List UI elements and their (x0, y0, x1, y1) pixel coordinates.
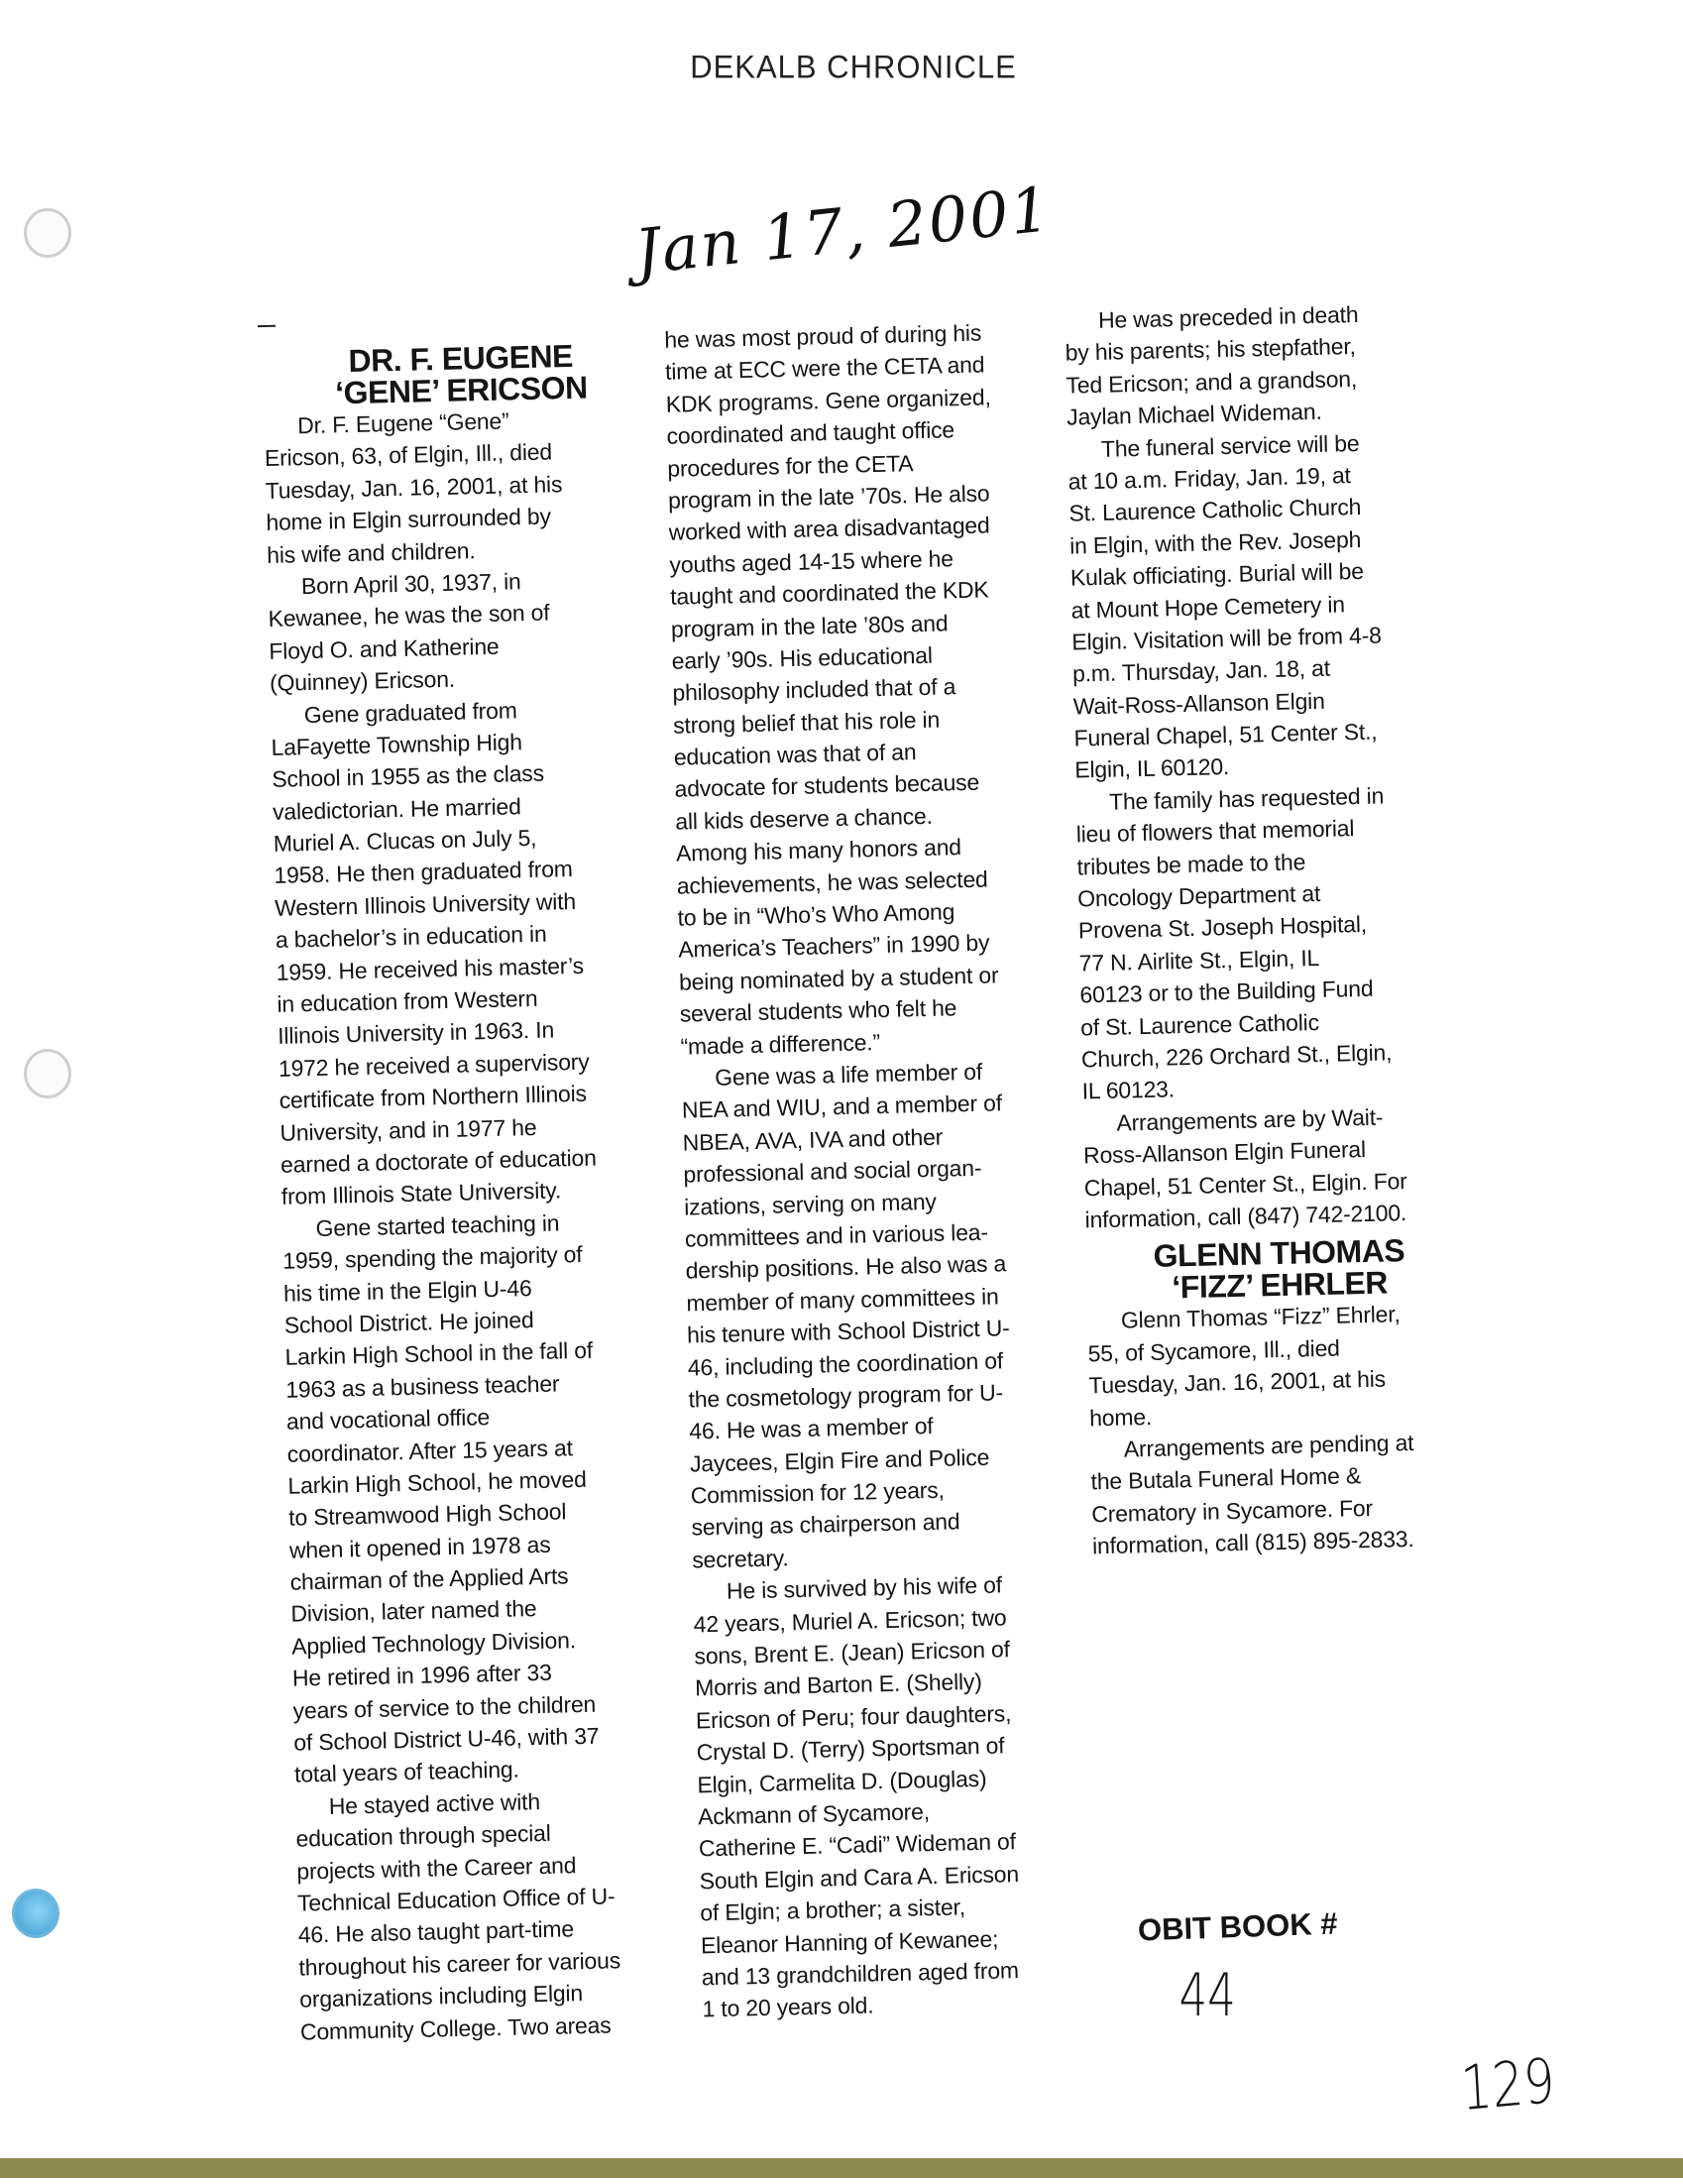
text-line: organizations including Elgin (298, 1980, 584, 2012)
text-line: in education from Western (277, 984, 538, 1017)
text-line: University, and in 1977 he (280, 1113, 537, 1146)
text-line: serving as chairperson and (691, 1508, 960, 1541)
text-line: Western Illinois University with (274, 887, 577, 921)
text-line: 55, of Sycamore, Ill., died (1087, 1334, 1341, 1367)
text-line: Ross-Allanson Elgin Funeral (1082, 1136, 1367, 1169)
text-line: in Elgin, with the Rev. Joseph (1068, 525, 1362, 559)
text-line: program in the late ’80s and (670, 609, 949, 642)
text-line: 1959, spending the majority of (282, 1241, 583, 1274)
text-line: Among his many honors and (675, 834, 962, 866)
text-line: Ericson, 63, of Elgin, Ill., died (264, 438, 553, 472)
text-line: procedures for the CETA (666, 449, 914, 482)
text-line: philosophy included that of a (672, 673, 956, 707)
text-line: He retired in 1996 after 33 (291, 1659, 552, 1691)
text-line: America’s Teachers” in 1990 by (678, 929, 990, 964)
text-line: tributes be made to the (1076, 848, 1306, 880)
text-line: his time in the Elgin U-46 (282, 1274, 532, 1307)
text-line: 1963 as a business teacher (284, 1370, 560, 1403)
text-line: certificate from Northern Illinois (279, 1080, 588, 1114)
text-line: worked with area disadvantaged (668, 512, 990, 546)
text-line: Catherine E. “Cadi” Wideman of (698, 1828, 1017, 1862)
text-line: secretary. (691, 1545, 789, 1573)
text-line: KDK programs. Gene organized, (665, 384, 991, 417)
text-line: 1958. He then graduated from (274, 856, 574, 889)
text-line: Crematory in Sycamore. For (1091, 1494, 1374, 1528)
text-line: program in the late ’70s. He also (667, 480, 990, 514)
text-line: Illinois University in 1963. In (277, 1016, 555, 1050)
text-line: professional and social organ- (683, 1154, 982, 1188)
text-line: Kewanee, he was the son of (268, 599, 550, 632)
text-line: throughout his career for various (298, 1946, 621, 1981)
text-line: information, call (847) 742-2100. (1084, 1199, 1407, 1233)
text-line: Division, later named the (290, 1595, 537, 1628)
headline-line: ‘FIZZ’ EHRLER (1172, 1264, 1389, 1306)
text-line: his tenure with School District U- (686, 1315, 1010, 1348)
text-line: Church, 226 Orchard St., Elgin, (1080, 1039, 1393, 1073)
text-line: “made a difference.” (680, 1028, 881, 1060)
text-line: Elgin, Carmelita D. (Douglas) (697, 1765, 987, 1798)
text-line: Ericson of Peru; four daughters, (695, 1700, 1012, 1734)
text-line: from Illinois State University. (280, 1177, 562, 1210)
text-line: St. Laurence Catholic Church (1068, 494, 1362, 526)
text-line: Commission for 12 years, (690, 1476, 945, 1509)
text-line: taught and coordinated the KDK (669, 576, 989, 610)
text-line: 1 to 20 years old. (702, 1992, 874, 2022)
text-line: coordinated and taught office (666, 416, 955, 449)
text-line: home in Elgin surrounded by (266, 503, 552, 536)
text-line: information, call (815) 895-2833. (1091, 1526, 1414, 1559)
text-line: lieu of flowers that memorial (1075, 815, 1355, 848)
text-line: 1959. He received his master’s (276, 952, 585, 985)
text-line: He is survived by his wife of (726, 1571, 1003, 1604)
text-line: early ’90s. His educational (671, 641, 934, 674)
text-line: izations, serving on many (683, 1188, 937, 1220)
text-line: Gene graduated from (303, 696, 517, 728)
column-2 (664, 314, 1119, 2025)
text-line: the Butala Funeral Home & (1090, 1462, 1362, 1495)
text-line: total years of teaching. (293, 1756, 519, 1788)
text-line: Crystal D. (Terry) Sportsman of (696, 1732, 1005, 1766)
text-line: School District. He joined (283, 1306, 534, 1338)
column-1 (262, 338, 697, 2048)
text-line: Glenn Thomas “Fizz” Ehrler, (1120, 1301, 1401, 1333)
text-line: Gene was a life member of (714, 1058, 983, 1091)
text-line: Provena St. Joseph Hospital, (1077, 911, 1368, 944)
text-line: valedictorian. He married (272, 792, 521, 825)
scanner-edge (0, 2158, 1683, 2178)
text-line: Arrangements are pending at (1123, 1429, 1414, 1462)
text-line: his wife and children. (266, 536, 476, 568)
text-line: to Streamwood High School (287, 1498, 567, 1531)
text-line: he was most proud of during his (664, 319, 982, 353)
text-line: South Elgin and Cara A. Ericson (699, 1860, 1020, 1895)
text-line: time at ECC were the CETA and (664, 351, 985, 386)
obit-book-label: OBIT BOOK # (1137, 1905, 1339, 1948)
text-line: Elgin. Visitation will be from 4-8 (1071, 622, 1382, 655)
text-line: LaFayette Township High (271, 729, 523, 760)
headline-line: DR. F. EUGENE (348, 337, 574, 380)
text-line: of School District U-46, with 37 (293, 1722, 600, 1756)
text-line: and 13 grandchildren aged from (701, 1957, 1020, 1991)
text-line: projects with the Career and (296, 1851, 577, 1885)
text-line: home. (1088, 1403, 1153, 1431)
text-line: several students who felt he (679, 994, 957, 1027)
text-line: p.m. Thursday, Jan. 18, at (1071, 654, 1331, 687)
text-line: He was preceded in death (1097, 300, 1359, 333)
headline-line: ‘GENE’ ERICSON (334, 369, 589, 411)
column-body (1087, 1297, 1480, 1562)
text-line: Technical Education Office of U- (296, 1883, 616, 1916)
text-line: Jaycees, Elgin Fire and Police (689, 1443, 990, 1477)
text-line: strong belief that his role in (672, 706, 941, 739)
text-line: dership positions. He also was a (685, 1250, 1007, 1284)
text-line: education was that of an (673, 739, 917, 770)
text-line: Larkin High School in the fall of (284, 1337, 594, 1371)
text-line: to be in “Who’s Who Among (677, 898, 955, 931)
text-line: NEA and WIU, and a member of (681, 1090, 1003, 1123)
text-line: Morris and Barton E. (Shelly) (694, 1668, 982, 1701)
column-body (264, 402, 697, 2048)
text-line: The family has requested in (1108, 782, 1385, 815)
text-line: 46, including the coordination of (687, 1346, 1004, 1381)
text-line: 1972 he received a supervisory (278, 1048, 590, 1082)
text-line: Kulak officiating. Burial will be (1069, 557, 1365, 591)
text-line: Dr. F. Eugene “Gene” (296, 407, 509, 439)
text-line: being nominated by a student or (678, 962, 999, 995)
handwritten-date: Jan 17, 2001 (631, 172, 1056, 288)
text-line: Chapel, 51 Center St., Elgin. For (1083, 1167, 1407, 1201)
text-line: 46. He also taught part-time (297, 1915, 575, 1948)
text-line: advocate for students because (674, 769, 980, 803)
text-line: Oncology Department at (1076, 879, 1321, 912)
text-line: Gene started teaching in (315, 1209, 560, 1241)
text-line: when it opened in 1978 as (288, 1531, 551, 1563)
text-line: NBEA, AVA, IVA and other (682, 1123, 944, 1156)
page-number: 129 (1458, 2043, 1557, 2126)
headline-line: GLENN THOMAS (1153, 1232, 1405, 1275)
text-line: Elgin, IL 60120. (1074, 753, 1230, 783)
text-line: committees and in various lea- (684, 1218, 989, 1252)
text-line: at Mount Hope Cemetery in (1070, 590, 1346, 624)
text-line: Tuesday, Jan. 16, 2001, at his (265, 470, 563, 504)
text-line: earned a doctorate of education (280, 1144, 597, 1178)
text-line: 60123 or to the Building Fund (1079, 975, 1374, 1008)
text-line: Larkin High School, he moved (287, 1465, 587, 1499)
text-line: Arrangements are by Wait- (1116, 1103, 1384, 1136)
text-line: coordinator. After 15 years at (286, 1434, 574, 1467)
text-line: 42 years, Muriel A. Ericson; two (693, 1603, 1007, 1638)
text-line: Applied Technology Division. (290, 1627, 577, 1660)
text-line: IL 60123. (1081, 1076, 1176, 1104)
text-line: education through special (295, 1819, 551, 1852)
text-line: Community College. Two areas (299, 2012, 612, 2045)
newspaper-masthead: DEKALB CHRONICLE (690, 49, 1017, 85)
text-line: Wait-Ross-Allanson Elgin (1072, 687, 1325, 720)
text-line: Ackmann of Sycamore, (697, 1798, 931, 1830)
text-line: Floyd O. and Katherine (269, 632, 500, 664)
text-line: School in 1955 as the class (272, 759, 545, 793)
text-line: years of service to the children (292, 1690, 597, 1724)
text-line: 46. He was a member of (689, 1413, 934, 1444)
text-line: youths aged 14-15 where he (669, 544, 954, 578)
text-line: 77 N. Airlite St., Elgin, IL (1078, 944, 1320, 977)
text-line: chairman of the Applied Arts (289, 1562, 569, 1595)
obituary-2 (1085, 1233, 1479, 1562)
text-line: a bachelor’s in education in (275, 920, 547, 954)
text-line: The funeral service will be (1100, 429, 1360, 462)
text-line: sons, Brent E. (Jean) Ericson of (694, 1636, 1010, 1669)
text-line: Funeral Chapel, 51 Center St., (1073, 718, 1378, 751)
column-3 (1065, 295, 1510, 1562)
text-line: Born April 30, 1937, in (300, 568, 521, 600)
text-line: achievements, he was selected (676, 865, 988, 899)
text-line: Eleanor Hanning of Kewanee; (700, 1925, 999, 1958)
text-line: of St. Laurence Catholic (1079, 1008, 1320, 1041)
text-line: member of many committees in (686, 1283, 999, 1317)
text-line: (Quinney) Ericson. (269, 665, 456, 697)
column-body (1065, 295, 1502, 1236)
text-line: of Elgin; a brother; a sister, (700, 1894, 966, 1926)
text-line: Tuesday, Jan. 16, 2001, at his (1088, 1365, 1387, 1399)
text-line: at 10 a.m. Friday, Jan. 19, at (1067, 462, 1351, 495)
text-line: Ted Ericson; and a grandson, (1066, 365, 1358, 399)
divider (258, 325, 276, 327)
text-line: Muriel A. Clucas on July 5, (273, 824, 537, 857)
text-line: and vocational office (285, 1404, 491, 1435)
column-body (664, 314, 1119, 2025)
text-line: the cosmetology program for U- (688, 1379, 1004, 1413)
text-line: all kids deserve a chance. (675, 802, 934, 835)
obit-book-number: 44 (1178, 1961, 1236, 2030)
text-line: Jaylan Michael Wideman. (1066, 398, 1322, 430)
text-line: He stayed active with (328, 1787, 541, 1819)
text-line: by his parents; his stepfather, (1065, 333, 1356, 367)
